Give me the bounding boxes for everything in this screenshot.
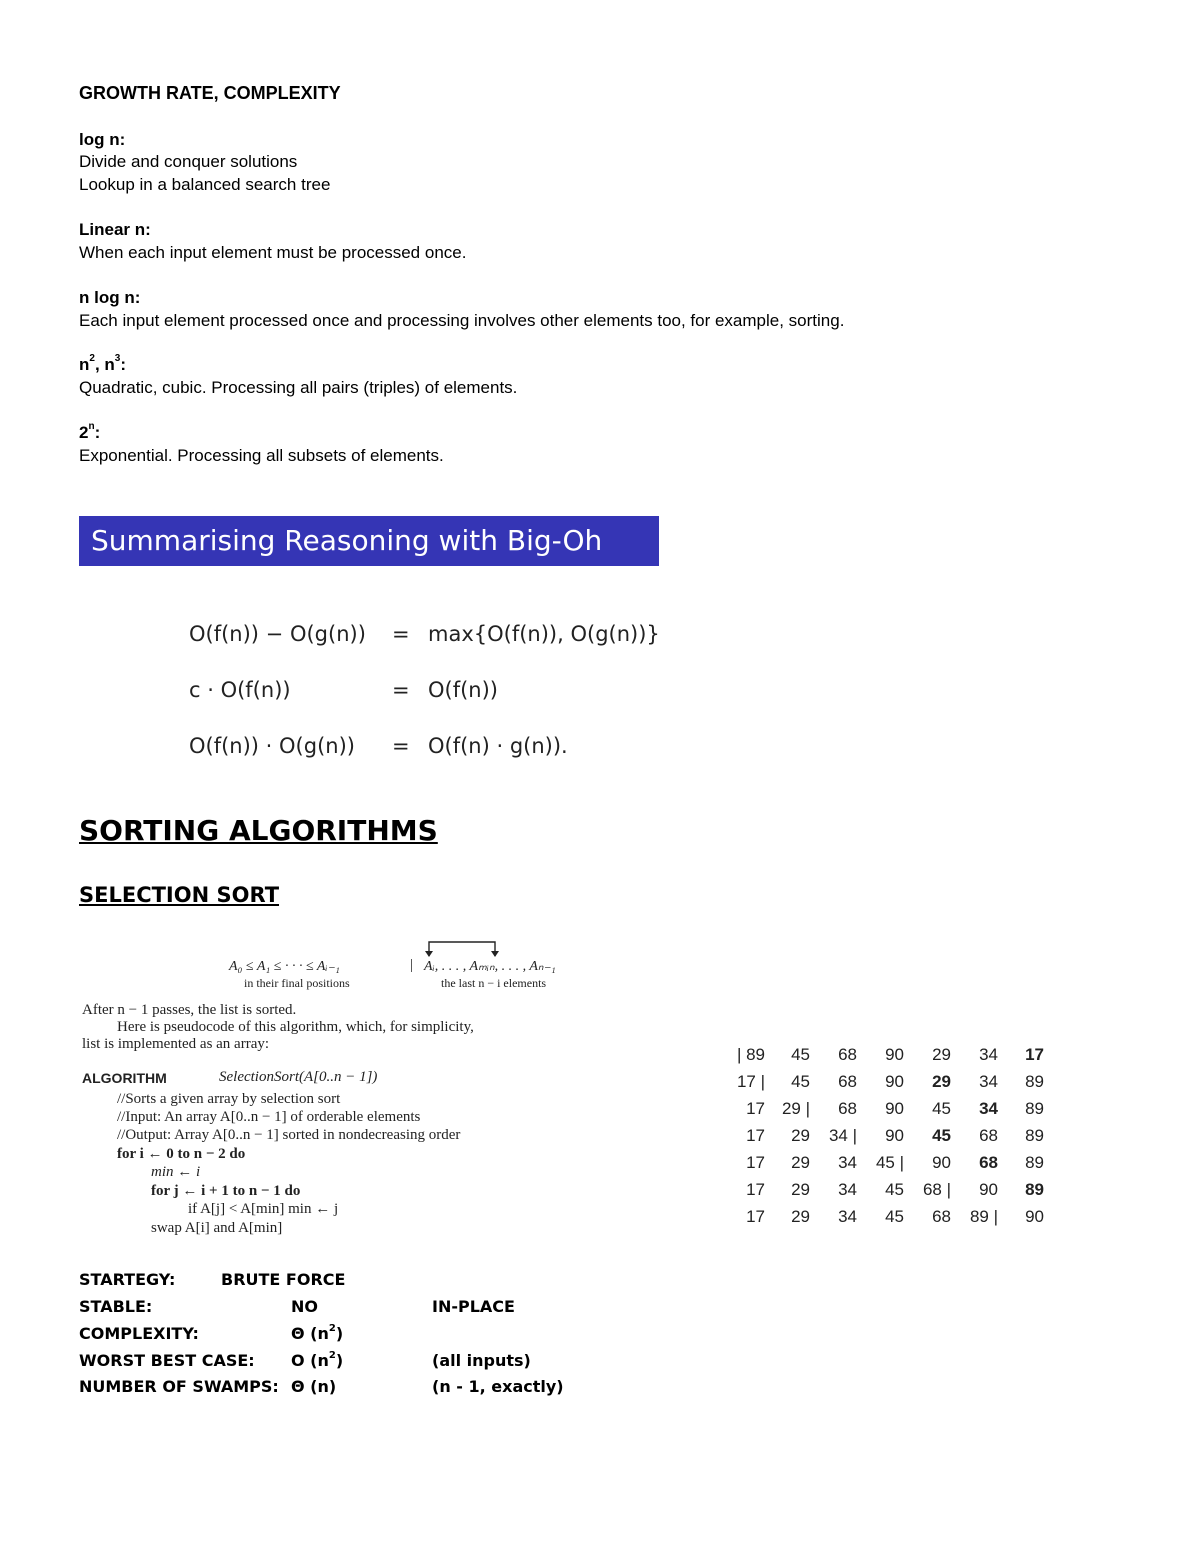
poly-term-colon: : [120,355,127,374]
poly-term-sup-3: 3 [114,353,121,365]
trace-cell: 68 [838,1045,857,1064]
trace-cell: 17 [746,1153,765,1172]
trace-cell: 17 [746,1099,765,1118]
trace-cell: 68 | [922,1180,951,1199]
complexity-label: COMPLEXITY: [79,1324,199,1343]
min-assign: min ← i [151,1164,201,1180]
trace-cell: 89 [1025,1126,1044,1145]
trace-cell: 90 [885,1045,904,1064]
poly-term-sup-2: 2 [89,353,95,365]
growth-title: GROWTH RATE, COMPLEXITY [79,83,341,103]
trace-cell: 68 [838,1099,857,1118]
trace-cell: 68 [979,1153,998,1172]
linear-desc: When each input element must be processed once. [79,243,467,262]
trace-cell: 29 [791,1207,810,1226]
exp-term-sup: n [88,421,95,433]
formula-bar: | [410,957,414,973]
trace-cell: 68 [932,1207,951,1226]
poly-term [79,355,126,375]
trace-cell: 29 [791,1126,810,1145]
trace-cell: 89 | [969,1207,998,1226]
trace-cell: 89 [1025,1072,1044,1091]
stable-value: NO [291,1297,318,1316]
poly-desc: Quadratic, cubic. Processing all pairs (triples) of elements. [79,378,518,397]
formula-right: Aᵢ, . . . , Aₘᵢₙ, . . . , Aₙ₋₁ [424,959,556,974]
bigoh-row-2-rhs: O(f(n)) [428,678,499,702]
para-2: Here is pseudocode of this algorithm, which, for simplicity, [117,1019,474,1035]
inplace-value: IN-PLACE [432,1297,515,1316]
swaps-note: (n - 1, exactly) [432,1377,564,1396]
bigoh-banner: Summarising Reasoning with Big-Oh [79,516,659,566]
exp-term [79,423,100,443]
trace-row [728,1072,1058,1099]
bigoh-row-2-lhs: c · O(f(n)) [189,678,291,702]
trace-cell: 45 [791,1072,810,1091]
trace-cell: 34 [838,1207,857,1226]
logn-term: log n: [79,130,126,149]
trace-cell: 29 | [781,1099,810,1118]
exp-term-base: 2 [79,423,89,442]
bigoh-row-2-eq: = [392,678,410,702]
swap-arrow-icon [420,938,510,960]
trace-cell: 89 [1025,1099,1044,1118]
caption-right: the last n − i elements [441,976,547,990]
trace-row [728,1099,1058,1126]
trace-cell: 34 [979,1099,998,1118]
strategy-value: BRUTE FORCE [221,1270,346,1289]
strategy-label: STARTEGY: [79,1270,176,1289]
trace-row [728,1126,1058,1153]
trace-cell: 17 [746,1126,765,1145]
for-loop-inner: for j ← i + 1 to n − 1 do [151,1183,301,1199]
trace-cell: 17 [1025,1045,1044,1064]
trace-row [728,1207,1058,1234]
trace-cell: 90 [885,1072,904,1091]
trace-row [728,1045,1058,1072]
bigoh-row-3-eq: = [392,734,410,758]
swaps-value: Θ (n) [291,1377,337,1396]
comment-3: //Output: Array A[0..n − 1] sorted in nondecreasing order [117,1127,461,1143]
stable-label: STABLE: [79,1297,153,1316]
worst-best-case-note: (all inputs) [432,1351,531,1370]
worst-best-case-label: WORST BEST CASE: [79,1351,255,1370]
logn-desc-1: Divide and conquer solutions [79,152,298,171]
exp-term-colon: : [94,423,101,442]
trace-cell: 45 [885,1180,904,1199]
trace-cell: 90 [885,1126,904,1145]
complexity-value-sup: 2 [328,1322,336,1334]
para-3: list is implemented as an array: [82,1036,270,1052]
trace-cell: 45 [885,1207,904,1226]
trace-cell: 17 | [736,1072,765,1091]
selection-sort-heading: SELECTION SORT [79,883,280,907]
trace-table [728,1045,1058,1240]
trace-cell: 90 [932,1153,951,1172]
trace-cell: 17 [746,1180,765,1199]
trace-cell: 68 [838,1072,857,1091]
trace-cell: 45 [932,1126,951,1145]
complexity-value-base: Θ (n [291,1324,329,1343]
worst-value-close: ) [335,1351,344,1370]
trace-cell: 89 [1025,1153,1044,1172]
trace-cell: 45 [791,1045,810,1064]
bigoh-row-1-rhs: max{O(f(n)), O(g(n))} [428,622,660,646]
algorithm-name: SelectionSort(A[0..n − 1]) [219,1069,378,1085]
worst-best-case-value [291,1351,343,1370]
para-1: After n − 1 passes, the list is sorted. [82,1002,297,1018]
exp-desc: Exponential. Processing all subsets of elements. [79,446,444,465]
complexity-value-close: ) [335,1324,344,1343]
for-loop-outer: for i ← 0 to n − 2 do [117,1146,246,1162]
worst-value-base: O (n [291,1351,329,1370]
trace-cell: 34 [979,1072,998,1091]
worst-value-sup: 2 [328,1349,336,1361]
swap-line: swap A[i] and A[min] [151,1220,283,1236]
poly-term-mid: , n [94,355,115,374]
bigoh-row-1-eq: = [392,622,410,646]
trace-cell: 89 [1025,1180,1044,1199]
trace-cell: 34 [979,1045,998,1064]
trace-cell: 34 [838,1180,857,1199]
complexity-value [291,1324,343,1343]
comment-2: //Input: An array A[0..n − 1] of orderable elements [117,1109,421,1125]
trace-cell: | 89 [736,1045,765,1064]
trace-cell: 29 [932,1045,951,1064]
trace-cell: 90 [979,1180,998,1199]
poly-term-n: n [79,355,90,374]
bigoh-row-3-lhs: O(f(n)) · O(g(n)) [189,734,355,758]
trace-cell: 90 [885,1099,904,1118]
swaps-label: NUMBER OF SWAMPS: [79,1377,279,1396]
bigoh-row-1-lhs: O(f(n)) − O(g(n)) [189,622,366,646]
trace-cell: 29 [791,1180,810,1199]
trace-cell: 29 [932,1072,951,1091]
formula-left: A₀ ≤ A₁ ≤ · · · ≤ Aᵢ₋₁ [229,959,340,974]
trace-row [728,1180,1058,1207]
comment-1: //Sorts a given array by selection sort [117,1091,341,1107]
trace-cell: 29 [791,1153,810,1172]
trace-cell: 90 [1025,1207,1044,1226]
trace-cell: 34 | [828,1126,857,1145]
trace-cell: 34 [838,1153,857,1172]
trace-row [728,1153,1058,1180]
trace-cell: 45 | [875,1153,904,1172]
nlogn-term: n log n: [79,288,141,307]
linear-term: Linear n: [79,220,151,239]
caption-left: in their final positions [244,976,350,990]
if-line: if A[j] < A[min] min ← j [188,1201,339,1217]
trace-cell: 68 [979,1126,998,1145]
algorithm-keyword: ALGORITHM [82,1070,167,1086]
trace-cell: 17 [746,1207,765,1226]
logn-desc-2: Lookup in a balanced search tree [79,175,331,194]
sorting-heading: SORTING ALGORITHMS [79,814,438,847]
trace-cell: 45 [932,1099,951,1118]
nlogn-desc: Each input element processed once and processing involves other elements too, for example, sorting. [79,311,845,330]
bigoh-row-3-rhs: O(f(n) · g(n)). [428,734,568,758]
